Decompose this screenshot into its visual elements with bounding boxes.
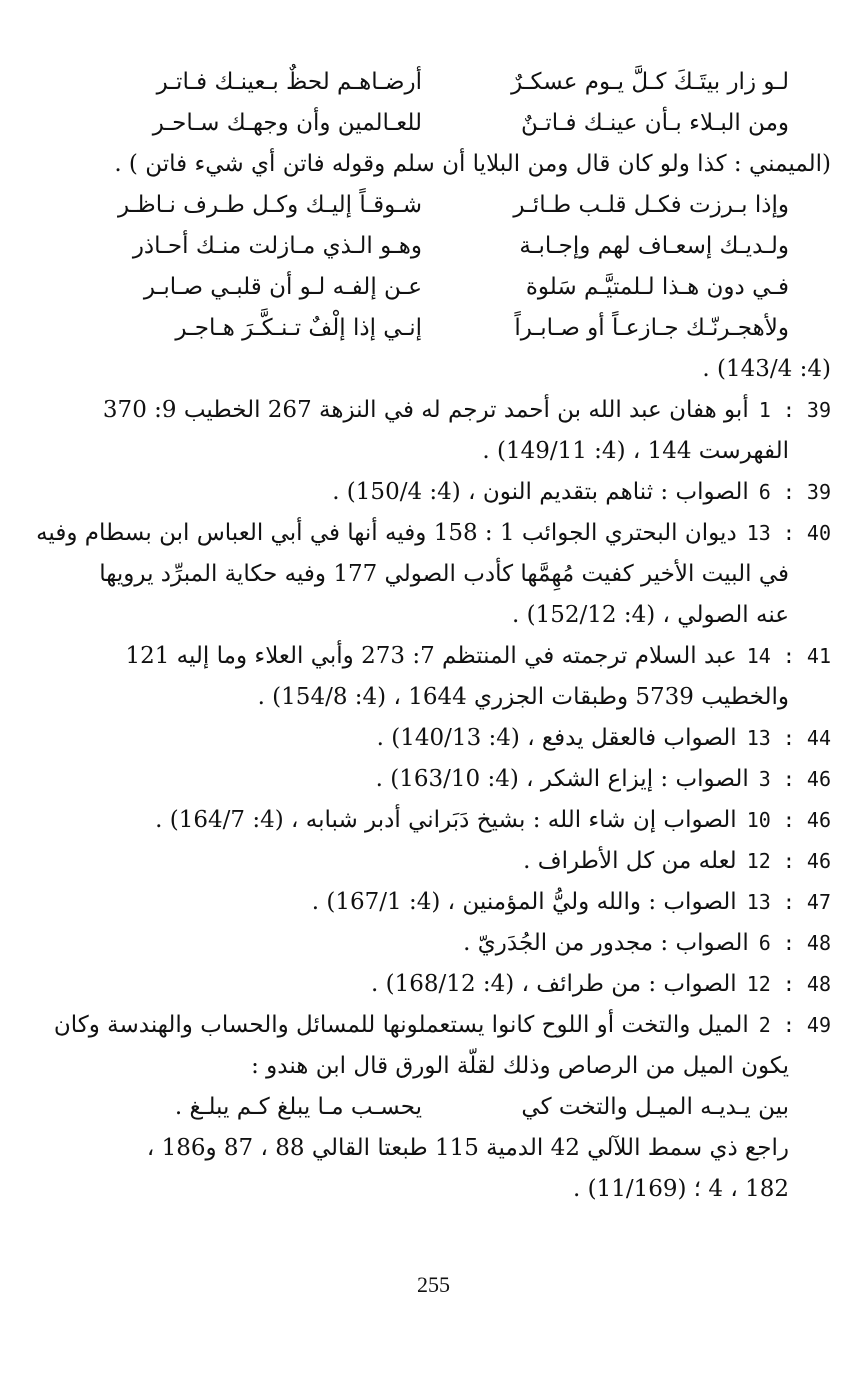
note-text: لعله من كل الأطراف . [523,848,737,874]
reference-line: (4: 143/4) . [702,356,831,382]
verse-hemistich-first: فـي دون هـذا لـلمتيَّـم سَلوة [525,274,789,300]
note-number: 46 : 10 [746,808,831,832]
verse-hemistich-second: شـوقـاً إليـك وكـل طـرف نـاظـر [117,192,422,218]
note-entry [53,1005,831,1046]
note-text: أبو هفان عبد الله بن أحمد ترجم له في النزهة 267 الخطيب 9: 370 [102,397,749,423]
note-entry [92,472,831,513]
verse-line [92,267,831,308]
editor-remark: (الميمني : كذا ولو كان قال ومن البلايا أن سلم وقوله فاتن أي شيء فاتن ) . [114,151,831,177]
verse-line [92,226,831,267]
verse-hemistich-second: للعـالمين وأن وجهـك سـاحـر [152,110,422,136]
verse-hemistich-second: وهـو الـذي مـازلت منـك أحـاذر [132,233,422,259]
note-entry [92,636,831,677]
note-entry [92,759,831,800]
note-number: 44 : 13 [746,726,831,750]
note-number: 49 : 2 [758,1013,831,1037]
page-number: 255 [417,1272,450,1297]
note-number: 46 : 12 [746,849,831,873]
note-continuation: يكون الميل من الرصاص وذلك لقلّة الورق قال ابن هندو : [251,1053,789,1079]
note-text: الصواب : والله وليُّ المؤمنين ، (4: 167/1) . [311,889,737,915]
note-number: 48 : 12 [746,972,831,996]
note-continuation: راجع ذي سمط اللآلي 42 الدمية 115 طبعتا القالي 88 ، 87 و186 ، [146,1135,789,1161]
note-text: عبد السلام ترجمته في المنتظم 7: 273 وأبي العلاء وما إليه 121 [125,643,737,669]
note-number: 40 : 13 [746,521,831,545]
note-text: الصواب : مجدور من الجُدَريّ . [463,930,749,956]
note-entry [92,800,831,841]
note-text: الصواب إن شاء الله : بشيخ دَبَراني أدبر شبابه ، (4: 164/7) . [155,807,737,833]
verse-line [92,185,831,226]
note-entry [92,841,831,882]
note-continuation: عنه الصولي ، (4: 152/12) . [512,602,789,628]
note-text: الصواب : إيزاع الشكر ، (4: 163/10) . [375,766,749,792]
note-text: الصواب فالعقل يدفع ، (4: 140/13) . [376,725,737,751]
verse-hemistich-first: وإذا بـرزت فكـل قلـب طـائـر [513,192,789,218]
note-continuation: الفهرست 144 ، (4: 149/11) . [482,438,789,464]
note-entry [36,513,831,554]
note-text: الصواب : من طرائف ، (4: 168/12) . [371,971,737,997]
verse-hemistich-first: ولأهجـرنّـك جـازعـاً أو صـابـراً [514,315,789,341]
note-text: ديوان البحتري الجوائب 1 : 158 وفيه أنها في أبي العباس ابن بسطام وفيه [36,520,737,546]
note-number: 48 : 6 [758,931,831,955]
verse-hemistich-second: أرضـاهـم لحظٌ بـعينـك فـاتـر [156,69,422,95]
note-entry [92,390,831,431]
note-number: 47 : 13 [746,890,831,914]
note-entry [92,923,831,964]
verse-line [92,1087,831,1128]
note-continuation: في البيت الأخير كفيت مُهِمَّها كأدب الصولي 177 وفيه حكاية المبرِّد يرويها [99,561,789,587]
note-number: 41 : 14 [746,644,831,668]
verse-hemistich-first: لـو زار بيتَـكَ كـلَّ يـوم عسكـرٌ [511,69,789,95]
verse-hemistich-second: إنـي إذا إلْفٌ تـنـكَّـرَ هـاجـر [175,315,422,341]
verse-hemistich-first: ومن البـلاء بـأن عينـك فـاتـنٌ [521,110,789,136]
verse-hemistich-first: بين يـديـه الميـل والتخت كي [521,1094,789,1120]
note-entry [92,718,831,759]
note-continuation: 182 ، 4 ؛ (11/169) . [572,1176,789,1202]
note-continuation: والخطيب 5739 وطبقات الجزري 1644 ، (4: 154/8) . [257,684,789,710]
page-body [36,62,831,1210]
verse-hemistich-second: يحسـب مـا يبلغ كـم يبلـغ . [174,1094,422,1120]
note-number: 39 : 6 [758,480,831,504]
verse-hemistich-second: عـن إلفـه لـو أن قلبـي صـابـر [143,274,422,300]
verse-line [92,103,831,144]
note-text: الميل والتخت أو اللوح كانوا يستعملونها للمسائل والحساب والهندسة وكان [53,1012,749,1038]
note-number: 39 : 1 [758,398,831,422]
note-text: الصواب : ثناهم بتقديم النون ، (4: 150/4) . [332,479,749,505]
verse-line [92,308,831,349]
note-entry [92,964,831,1005]
note-entry [92,882,831,923]
verse-hemistich-first: ولـديـك إسعـاف لهم وإجـابـة [519,233,789,259]
note-number: 46 : 3 [758,767,831,791]
verse-line [92,62,831,103]
